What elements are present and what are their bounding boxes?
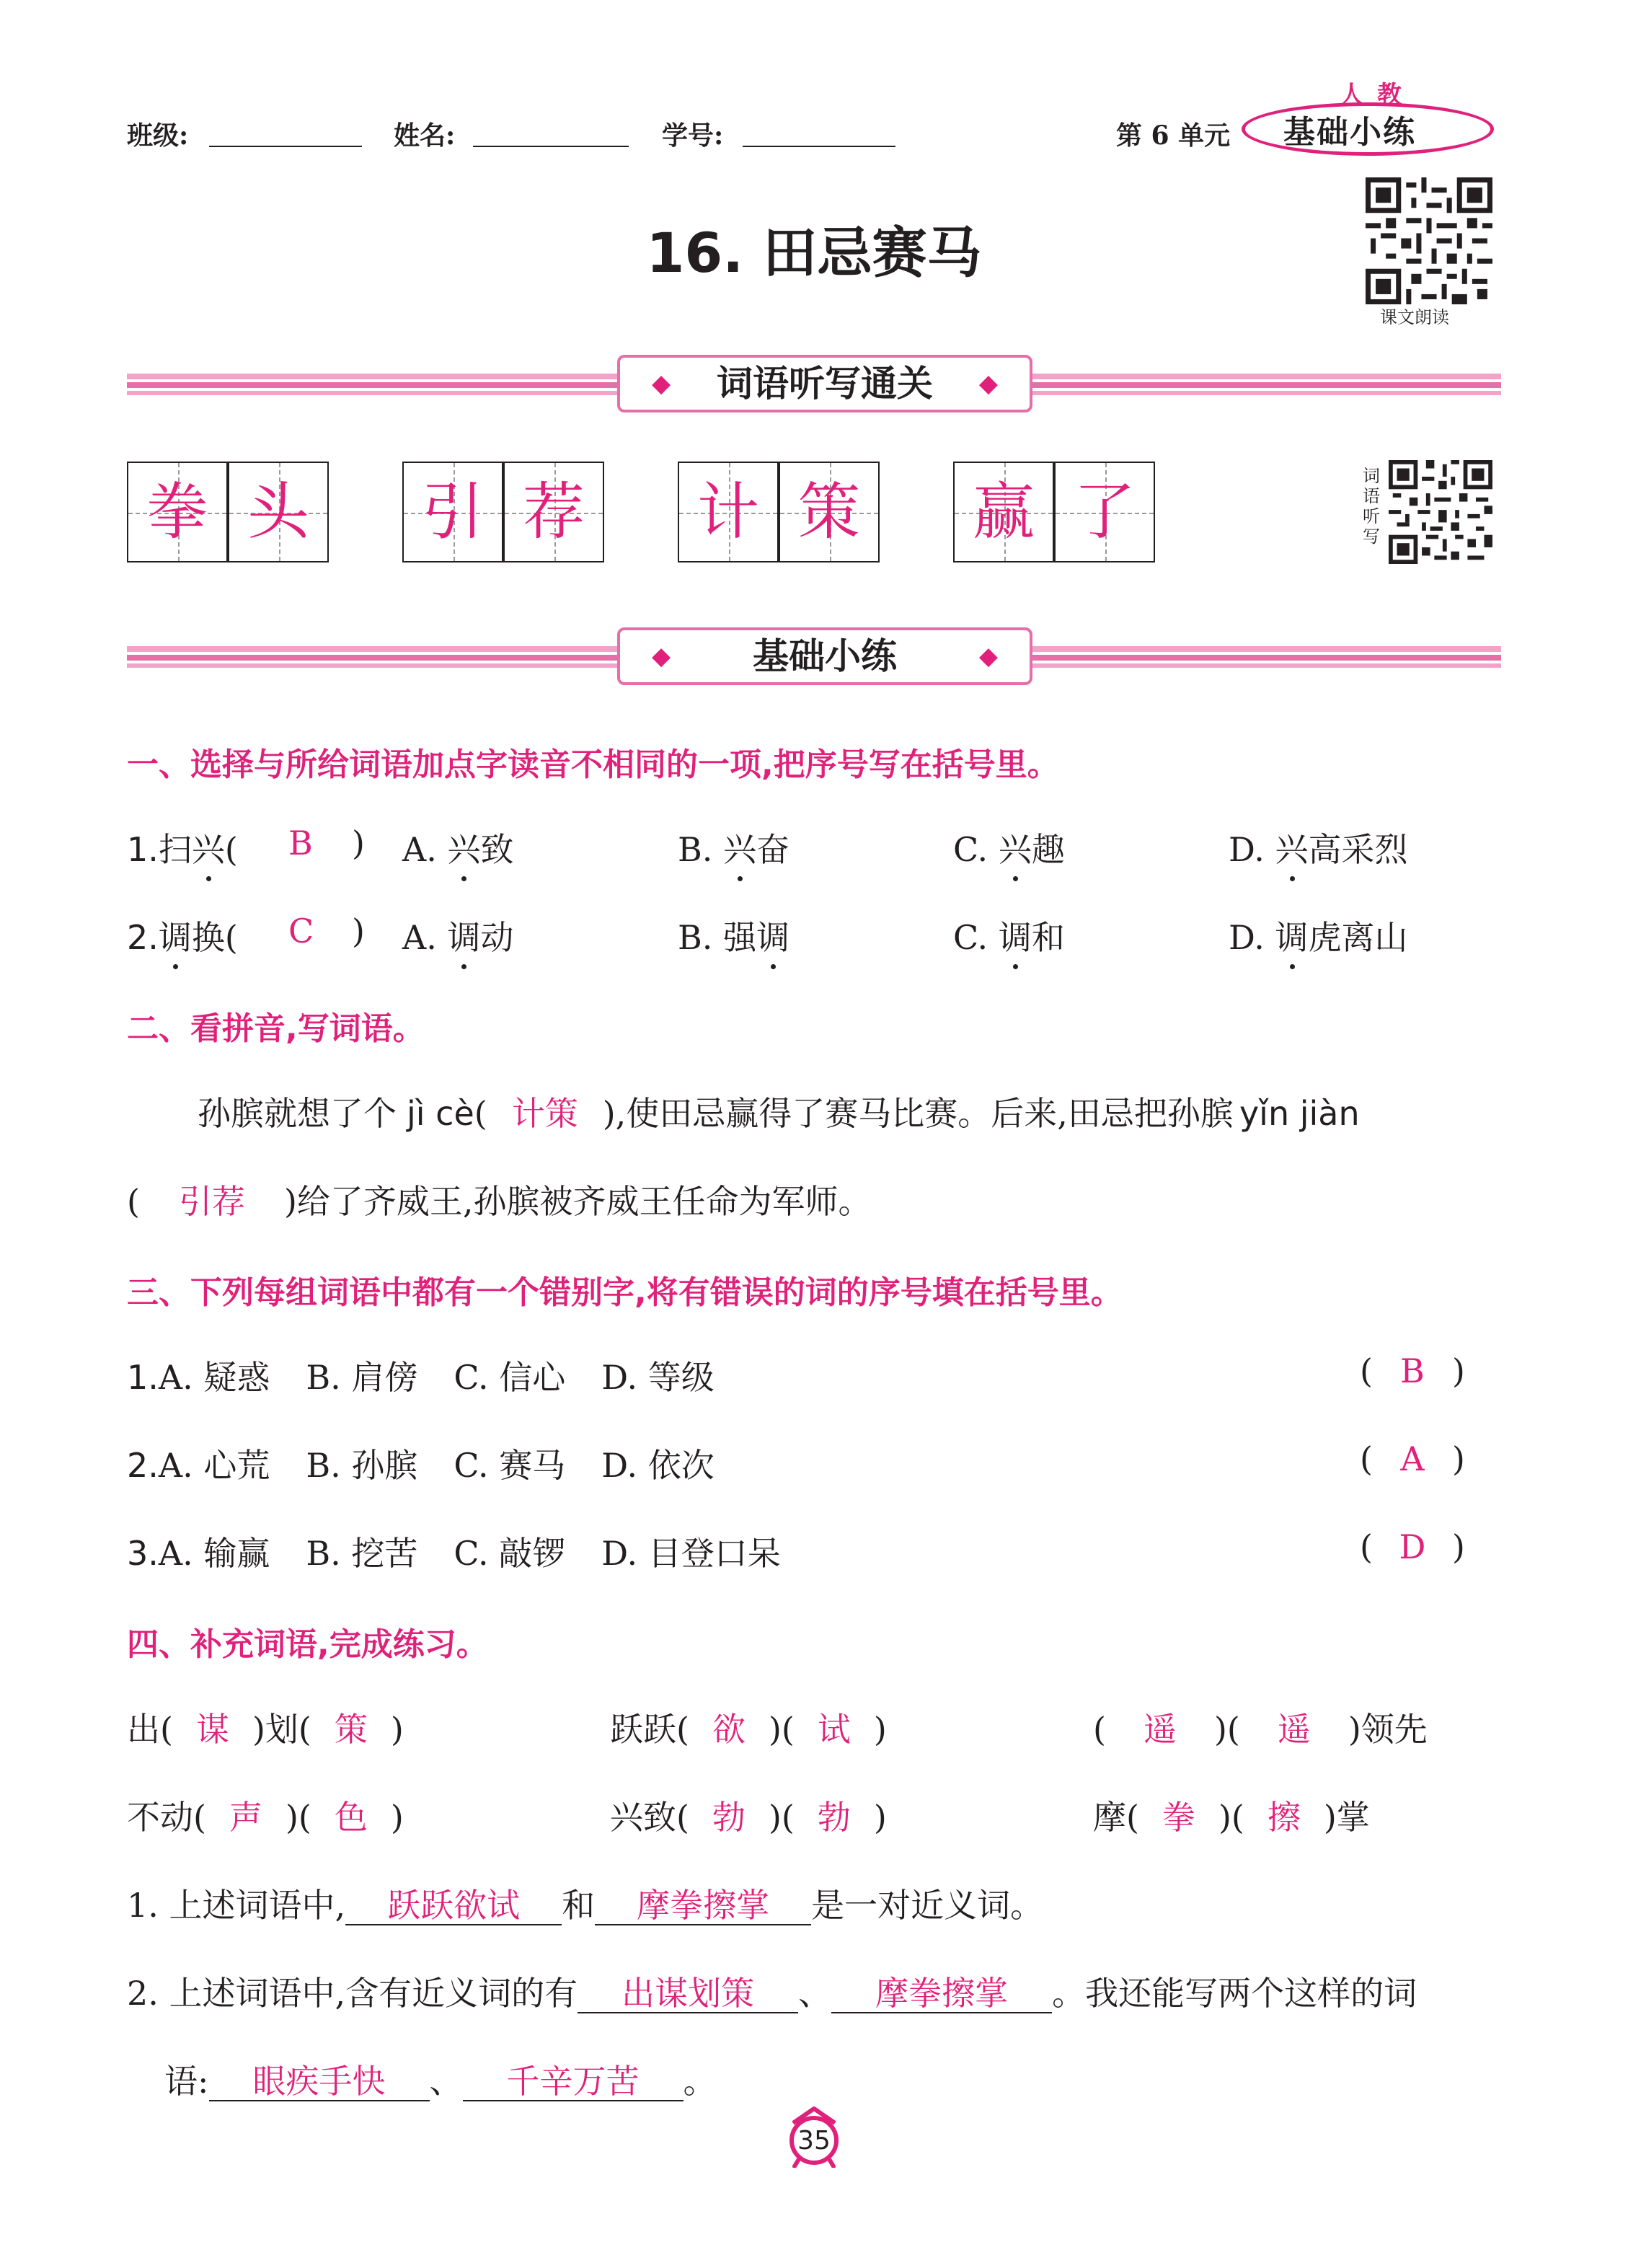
dotted-char: 调	[159, 912, 192, 959]
page-number-badge	[783, 2106, 845, 2168]
paren: )	[352, 912, 365, 950]
text: )给了齐威王,孙膑被齐威王任命为军师。	[283, 1182, 872, 1221]
option-c[interactable]: C. 调和	[953, 912, 1065, 959]
dotted-char: 兴	[192, 824, 225, 871]
publisher-label: 人教	[1340, 81, 1415, 110]
question-4-title: 四、补充词语,完成练习。	[127, 1626, 488, 1663]
answer-paren[interactable]: ( B )	[1360, 1351, 1465, 1390]
idiom-5: 兴致( 勃 )( 勃 )	[610, 1791, 887, 1839]
writing-box[interactable]	[503, 462, 604, 562]
qr-caption-char: 写	[1363, 526, 1380, 547]
section-banner-title: 基础小练	[753, 635, 897, 677]
writing-box[interactable]	[228, 462, 329, 562]
answer-blank[interactable]: 勃	[712, 1798, 746, 1837]
answer-blank[interactable]: B	[1400, 1351, 1425, 1390]
item-text: 换	[191, 918, 225, 957]
qr-caption-char: 词	[1363, 466, 1380, 486]
writing-box[interactable]	[127, 462, 228, 562]
item-number: 1.	[127, 830, 159, 869]
answer-blank[interactable]: C	[288, 912, 314, 950]
writing-box[interactable]	[1054, 462, 1155, 562]
option-d[interactable]: D. 兴高采烈	[1229, 824, 1408, 871]
answer-char: 拳	[146, 476, 208, 548]
name-label: 姓名:	[394, 120, 456, 151]
pinyin: jì cè	[407, 1094, 474, 1133]
pinyin: yǐn jiàn	[1239, 1094, 1360, 1133]
answer-blank[interactable]: 遥	[1277, 1710, 1311, 1749]
idiom-2: 跃跃( 欲 )( 试 )	[610, 1703, 887, 1751]
qr-caption-char: 语	[1363, 486, 1380, 506]
section-banner-basic: ◆ 基础小练 ◆	[617, 627, 1032, 685]
question-1-item-1	[127, 824, 238, 871]
question-1-title: 一、选择与所给词语加点字读音不相同的一项,把序号写在括号里。	[127, 746, 1059, 783]
option-a[interactable]: A. 兴致	[402, 824, 513, 871]
idiom-3: ( 遥 )( 遥 )领先	[1093, 1703, 1428, 1751]
section-banner-dictation: ◆ 词语听写通关 ◆	[617, 355, 1032, 412]
answer-blank[interactable]: 跃跃欲试	[345, 1887, 562, 1925]
page-title: 16. 田忌赛马	[646, 221, 982, 285]
option-c[interactable]: C. 兴趣	[953, 824, 1065, 871]
answer-paren[interactable]: ( D )	[1360, 1527, 1465, 1566]
question-2-line-2: ( 引荐 )给了齐威王,孙膑被齐威王任命为军师。	[127, 1175, 872, 1223]
qr-dictation-caption	[1361, 466, 1381, 547]
question-2-title: 二、看拼音,写词语。	[127, 1010, 425, 1047]
answer-blank[interactable]: A	[1400, 1439, 1425, 1478]
answer-char: 引	[422, 476, 484, 548]
answer-blank[interactable]: 声	[229, 1798, 262, 1837]
answer-blank[interactable]: 千辛万苦	[463, 2062, 684, 2101]
answer-char: 策	[798, 476, 860, 548]
question-4-sentence-3: 语: 眼疾手快 、 千辛万苦 。	[164, 2062, 717, 2101]
option-a[interactable]: A. 调动	[402, 912, 513, 959]
idiom-1: 出( 谋 )划( 策 )	[127, 1703, 404, 1751]
idiom-6: 摩( 拳 )( 擦 )掌	[1093, 1791, 1370, 1839]
question-1-item-2	[127, 912, 238, 959]
answer-char: 荐	[523, 476, 585, 548]
answer-blank[interactable]: 拳	[1162, 1798, 1195, 1837]
question-3-item-3: 3.A. 输赢 B. 挖苦 C. 敲锣 D. 目登口呆	[127, 1534, 781, 1573]
qr-caption: 课文朗读	[1380, 307, 1449, 327]
text: ),使田忌赢得了赛马比赛。后来,田忌把孙膑	[602, 1094, 1234, 1133]
name-field[interactable]	[473, 114, 629, 147]
qr-code-icon[interactable]	[1389, 460, 1492, 564]
option-d[interactable]: D. 调虎离山	[1229, 912, 1408, 959]
question-2-line-1: 孙膑就想了个 jì cè( 计策 ),使田忌赢得了赛马比赛。后来,田忌把孙膑 yǐn jiàn	[198, 1087, 1360, 1135]
student-id-label: 学号:	[662, 120, 724, 151]
answer-blank[interactable]: 眼疾手快	[209, 2062, 430, 2101]
writing-box[interactable]	[678, 462, 779, 562]
writing-box[interactable]	[402, 462, 503, 562]
answer-blank[interactable]: B	[288, 824, 313, 862]
class-field[interactable]	[209, 114, 362, 147]
answer-blank[interactable]: 摩拳擦掌	[595, 1887, 811, 1925]
answer-blank[interactable]: 欲	[712, 1710, 746, 1749]
paren: (	[224, 830, 238, 869]
option-b[interactable]: B. 强调	[678, 912, 789, 959]
answer-blank[interactable]: 擦	[1267, 1798, 1301, 1837]
writing-box[interactable]	[779, 462, 880, 562]
brand-title: 基础小练	[1283, 114, 1416, 151]
section-banner-title: 词语听写通关	[717, 363, 933, 405]
answer-blank[interactable]: 策	[334, 1710, 368, 1749]
answer-blank[interactable]: 遥	[1143, 1710, 1177, 1749]
question-3-title: 三、下列每组词语中都有一个错别字,将有错误的词的序号填在括号里。	[127, 1274, 1123, 1311]
page-number: 35	[797, 2126, 831, 2156]
answer-char: 计	[697, 476, 759, 548]
answer-blank[interactable]: D	[1399, 1527, 1426, 1566]
answer-blank[interactable]: 摩拳擦掌	[831, 1974, 1052, 2013]
answer-blank[interactable]: 谋	[195, 1710, 229, 1749]
writing-box[interactable]	[953, 462, 1054, 562]
qr-caption-char: 听	[1363, 506, 1380, 526]
class-label: 班级:	[127, 120, 189, 151]
answer-blank[interactable]: 试	[817, 1710, 851, 1749]
idiom-4: 不动( 声 )( 色 )	[127, 1791, 404, 1839]
answer-blank[interactable]: 计策	[511, 1094, 578, 1133]
question-3-item-1: 1.A. 疑惑 B. 肩傍 C. 信心 D. 等级	[127, 1358, 715, 1397]
item-number: 2.	[127, 918, 159, 957]
qr-code-icon[interactable]	[1366, 177, 1492, 304]
student-id-field[interactable]	[743, 114, 895, 147]
paren: (	[224, 918, 238, 957]
option-b[interactable]: B. 兴奋	[678, 824, 789, 871]
answer-char: 赢	[973, 476, 1035, 548]
answer-blank[interactable]: 勃	[817, 1798, 851, 1837]
item-text: 扫	[158, 830, 192, 869]
paren: )	[352, 824, 365, 862]
answer-char: 了	[1074, 476, 1136, 548]
answer-paren[interactable]: ( A )	[1360, 1439, 1465, 1478]
unit-label: 第 6 单元	[1116, 120, 1231, 151]
answer-blank[interactable]: 引荐	[178, 1182, 245, 1221]
answer-blank[interactable]: 出谋划策	[578, 1974, 798, 2013]
question-3-item-2: 2.A. 心荒 B. 孙膑 C. 赛马 D. 依次	[127, 1446, 715, 1485]
question-4-sentence-2: 2. 上述词语中,含有近义词的有 出谋划策 、 摩拳擦掌 。我还能写两个这样的词	[127, 1974, 1417, 2013]
text: 孙膑就想了个	[198, 1094, 397, 1133]
question-4-sentence-1: 1. 上述词语中, 跃跃欲试 和 摩拳擦掌 是一对近义词。	[127, 1886, 1044, 1925]
answer-blank[interactable]: 色	[334, 1798, 368, 1837]
answer-char: 头	[247, 476, 309, 548]
